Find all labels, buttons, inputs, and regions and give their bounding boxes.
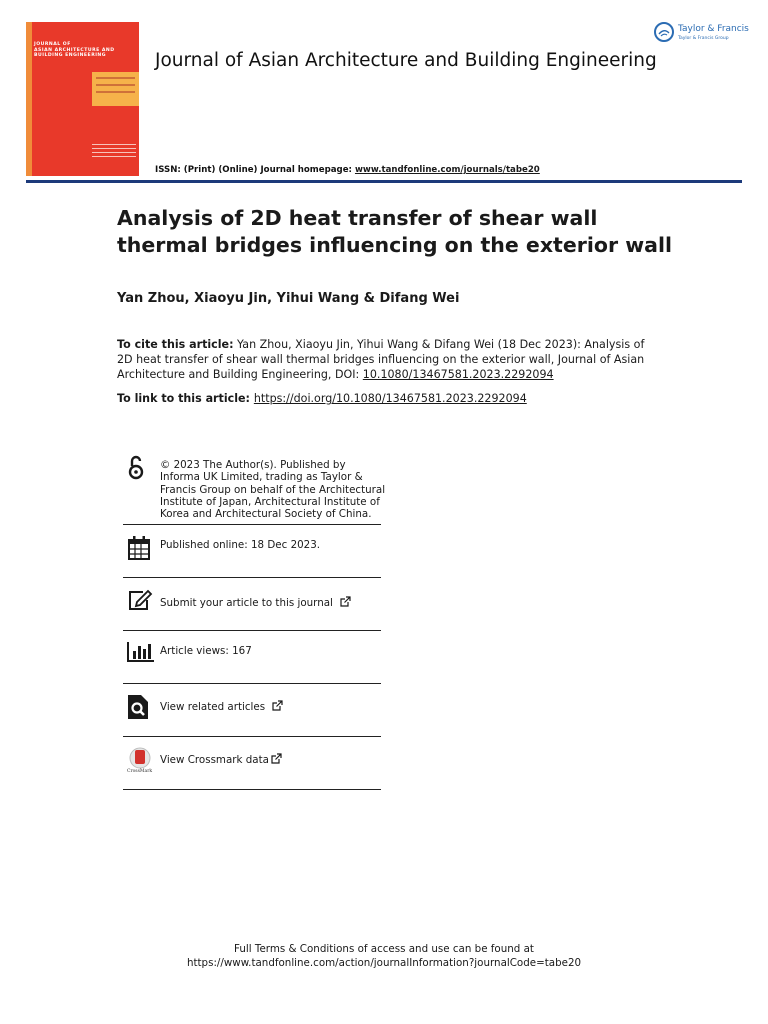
cover-title-line: ASIAN ARCHITECTURE AND [34, 47, 115, 53]
citation-doi-link[interactable]: 10.1080/13467581.2023.2292094 [362, 368, 554, 381]
related-row[interactable] [123, 684, 381, 737]
crossmark-label: View Crossmark data [160, 754, 269, 766]
crossmark-icon [127, 747, 153, 779]
citation-text: Yan Zhou, Xiaoyu Jin, Yihui Wang & Difang Wei (18 Dec 2023): Analysis of 2D heat transfer of shear wall thermal bridges influencing on the exterior wall, Journal of Asian Architecture and Building Engineering, DOI: [117, 338, 645, 381]
terms-url[interactable]: https://www.tandfonline.com/action/journalInformation?journalCode=tabe20 [186, 957, 582, 969]
copyright-text: © 2023 The Author(s). Published by Informa UK Limited, trading as Taylor & Francis Group on behalf of the Architectural Institute of Japan, Architectural Institute of Korea and Architectural Society of China. [160, 459, 386, 521]
terms-footer [0, 942, 768, 970]
article-link-label: To link to this article: [117, 392, 254, 405]
citation-label: To cite this article: [117, 338, 234, 351]
crossmark-caption: CrossMark [127, 769, 153, 774]
taylor-francis-logo-icon [654, 22, 674, 42]
article-doi-link[interactable]: https://doi.org/10.1080/13467581.2023.2292094 [253, 392, 527, 405]
related-articles-icon [127, 694, 149, 724]
published-row [123, 525, 381, 578]
calendar-icon [127, 535, 151, 565]
related-articles-link[interactable] [160, 700, 283, 714]
cover-title [34, 42, 134, 59]
submit-article-link[interactable] [160, 596, 351, 610]
submit-article-label: Submit your article to this journal [160, 597, 333, 609]
related-articles-label: View related articles [160, 701, 266, 713]
views-row [123, 631, 381, 684]
journal-cover-image [26, 22, 139, 176]
issn-line [155, 165, 540, 175]
external-link-icon [272, 700, 283, 714]
article-link-block [117, 391, 527, 406]
citation-block [117, 337, 662, 382]
publisher-group: Taylor & Francis Group [678, 36, 729, 41]
article-views: Article views: 167 [160, 645, 252, 657]
article-authors: Yan Zhou, Xiaoyu Jin, Yihui Wang & Difang Wei [117, 291, 460, 306]
cover-title-line: BUILDING ENGINEERING [34, 53, 107, 59]
external-link-icon [340, 596, 351, 610]
article-info-panel [123, 452, 386, 790]
submit-row[interactable] [123, 578, 381, 631]
terms-text: Full Terms & Conditions of access and use can be found at [234, 943, 534, 955]
publisher-brand: Taylor & Francis [678, 24, 749, 34]
header-divider [26, 180, 742, 183]
cover-title-line: JOURNAL OF [34, 42, 71, 47]
crossmark-link[interactable] [160, 753, 282, 767]
article-title: Analysis of 2D heat transfer of shear wall thermal bridges influencing on the exterior wall [117, 206, 673, 257]
open-access-icon [127, 455, 145, 485]
external-link-icon [271, 753, 282, 767]
cover-info-box [92, 72, 139, 106]
copyright-row [123, 452, 386, 525]
publisher-logo[interactable] [654, 22, 754, 48]
bar-chart-icon [127, 641, 155, 667]
journal-homepage-link[interactable]: www.tandfonline.com/journals/tabe20 [354, 165, 540, 175]
crossmark-row[interactable] [123, 737, 381, 790]
cover-stripe [26, 22, 32, 176]
journal-title: Journal of Asian Architecture and Building Engineering [155, 50, 657, 71]
edit-icon [127, 588, 153, 616]
issn-label: ISSN: (Print) (Online) Journal homepage: [155, 165, 355, 175]
published-date: Published online: 18 Dec 2023. [160, 539, 321, 551]
